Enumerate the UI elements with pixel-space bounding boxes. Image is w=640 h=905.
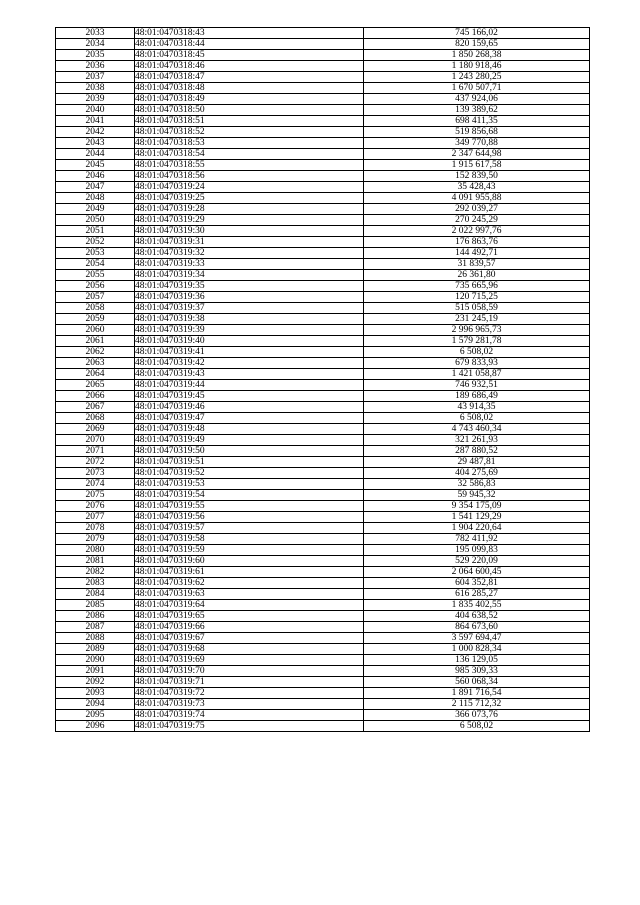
cadastral-number-cell: 48:01:0470319:56 [135,512,364,523]
row-number-cell: 2049 [56,204,135,215]
row-number-cell: 2046 [56,171,135,182]
cadastral-value-cell: 287 880,52 [364,446,590,457]
table-row [56,523,590,534]
table-row [56,666,590,677]
cadastral-value-cell: 2 022 997,76 [364,226,590,237]
table-row [56,622,590,633]
row-number-cell: 2081 [56,556,135,567]
row-number-cell: 2045 [56,160,135,171]
cadastral-value-cell: 31 839,57 [364,259,590,270]
row-number-cell: 2042 [56,127,135,138]
table-row [56,600,590,611]
row-number-cell: 2091 [56,666,135,677]
row-number-cell: 2068 [56,413,135,424]
table-row [56,501,590,512]
cadastral-number-cell: 48:01:0470319:51 [135,457,364,468]
row-number-cell: 2065 [56,380,135,391]
table-row [56,292,590,303]
row-number-cell: 2072 [56,457,135,468]
row-number-cell: 2079 [56,534,135,545]
row-number-cell: 2090 [56,655,135,666]
table-row [56,457,590,468]
row-number-cell: 2044 [56,149,135,160]
cadastral-number-cell: 48:01:0470319:31 [135,237,364,248]
cadastral-value-cell: 32 586,83 [364,479,590,490]
cadastral-number-cell: 48:01:0470318:43 [135,28,364,39]
table-row [56,556,590,567]
cadastral-value-cell: 3 597 694,47 [364,633,590,644]
cadastral-value-cell: 6 508,02 [364,413,590,424]
row-number-cell: 2053 [56,248,135,259]
table-row [56,160,590,171]
cadastral-value-cell: 321 261,93 [364,435,590,446]
cadastral-number-cell: 48:01:0470318:47 [135,72,364,83]
table-row [56,435,590,446]
table-row [56,567,590,578]
cadastral-number-cell: 48:01:0470319:64 [135,600,364,611]
table-row [56,204,590,215]
cadastral-number-cell: 48:01:0470319:49 [135,435,364,446]
cadastral-number-cell: 48:01:0470319:70 [135,666,364,677]
row-number-cell: 2038 [56,83,135,94]
cadastral-value-cell: 1 891 716,54 [364,688,590,699]
table-row [56,28,590,39]
table-row [56,182,590,193]
cadastral-number-cell: 48:01:0470318:46 [135,61,364,72]
table-row [56,611,590,622]
row-number-cell: 2082 [56,567,135,578]
cadastral-number-cell: 48:01:0470319:34 [135,270,364,281]
cadastral-value-cell: 820 159,65 [364,39,590,50]
cadastral-value-cell: 746 932,51 [364,380,590,391]
table-row [56,303,590,314]
table-row [56,347,590,358]
table-row [56,325,590,336]
table-row [56,50,590,61]
cadastral-value-cell: 1 850 268,38 [364,50,590,61]
row-number-cell: 2052 [56,237,135,248]
row-number-cell: 2085 [56,600,135,611]
table-row [56,105,590,116]
cadastral-number-cell: 48:01:0470319:66 [135,622,364,633]
cadastral-number-cell: 48:01:0470319:63 [135,589,364,600]
cadastral-number-cell: 48:01:0470319:43 [135,369,364,380]
row-number-cell: 2036 [56,61,135,72]
table-row [56,446,590,457]
cadastral-value-cell: 519 856,68 [364,127,590,138]
cadastral-value-cell: 735 665,96 [364,281,590,292]
table-row [56,512,590,523]
table-row [56,314,590,325]
cadastral-number-cell: 48:01:0470318:51 [135,116,364,127]
table-row [56,336,590,347]
row-number-cell: 2058 [56,303,135,314]
table-row [56,589,590,600]
table-row [56,534,590,545]
row-number-cell: 2070 [56,435,135,446]
cadastral-value-cell: 43 914,35 [364,402,590,413]
table-row [56,424,590,435]
cadastral-value-cell: 59 945,32 [364,490,590,501]
cadastral-number-cell: 48:01:0470319:35 [135,281,364,292]
cadastral-number-cell: 48:01:0470318:56 [135,171,364,182]
row-number-cell: 2069 [56,424,135,435]
cadastral-number-cell: 48:01:0470319:57 [135,523,364,534]
row-number-cell: 2064 [56,369,135,380]
cadastral-number-cell: 48:01:0470319:45 [135,391,364,402]
cadastral-value-cell: 366 073,76 [364,710,590,721]
cadastral-value-cell: 349 770,88 [364,138,590,149]
row-number-cell: 2047 [56,182,135,193]
cadastral-number-cell: 48:01:0470319:32 [135,248,364,259]
table-row [56,633,590,644]
cadastral-number-cell: 48:01:0470318:53 [135,138,364,149]
cadastral-number-cell: 48:01:0470319:39 [135,325,364,336]
cadastral-number-cell: 48:01:0470318:55 [135,160,364,171]
cadastral-value-cell: 270 245,29 [364,215,590,226]
cadastral-value-cell: 35 428,43 [364,182,590,193]
cadastral-value-cell: 144 492,71 [364,248,590,259]
row-number-cell: 2095 [56,710,135,721]
table-row [56,380,590,391]
table-row [56,193,590,204]
table-row [56,721,590,732]
table-row [56,699,590,710]
row-number-cell: 2096 [56,721,135,732]
cadastral-number-cell: 48:01:0470319:29 [135,215,364,226]
cadastral-number-cell: 48:01:0470319:50 [135,446,364,457]
cadastral-value-cell: 2 347 644,98 [364,149,590,160]
row-number-cell: 2063 [56,358,135,369]
table-row [56,677,590,688]
table-row [56,644,590,655]
cadastral-value-cell: 139 389,62 [364,105,590,116]
table-body [56,28,590,732]
cadastral-value-cell: 529 220,09 [364,556,590,567]
cadastral-number-cell: 48:01:0470319:44 [135,380,364,391]
cadastral-value-cell: 292 039,27 [364,204,590,215]
cadastral-value-cell: 560 068,34 [364,677,590,688]
table-row [56,127,590,138]
row-number-cell: 2084 [56,589,135,600]
cadastral-number-cell: 48:01:0470319:55 [135,501,364,512]
cadastral-value-cell: 404 638,52 [364,611,590,622]
table-row [56,215,590,226]
cadastral-value-cell: 782 411,92 [364,534,590,545]
table-row [56,270,590,281]
cadastral-value-cell: 1 835 402,55 [364,600,590,611]
cadastral-value-cell: 6 508,02 [364,721,590,732]
row-number-cell: 2094 [56,699,135,710]
cadastral-value-cell: 698 411,35 [364,116,590,127]
row-number-cell: 2055 [56,270,135,281]
row-number-cell: 2048 [56,193,135,204]
cadastral-number-cell: 48:01:0470318:45 [135,50,364,61]
cadastral-number-cell: 48:01:0470319:74 [135,710,364,721]
table-row [56,149,590,160]
table-row [56,710,590,721]
row-number-cell: 2050 [56,215,135,226]
row-number-cell: 2039 [56,94,135,105]
table-row [56,688,590,699]
cadastral-value-cell: 616 285,27 [364,589,590,600]
cadastral-number-cell: 48:01:0470319:65 [135,611,364,622]
row-number-cell: 2088 [56,633,135,644]
row-number-cell: 2087 [56,622,135,633]
cadastral-number-cell: 48:01:0470318:44 [135,39,364,50]
cadastral-value-cell: 26 361,80 [364,270,590,281]
row-number-cell: 2059 [56,314,135,325]
row-number-cell: 2078 [56,523,135,534]
row-number-cell: 2057 [56,292,135,303]
cadastral-value-cell: 2 115 712,32 [364,699,590,710]
table-row [56,171,590,182]
cadastral-number-cell: 48:01:0470318:49 [135,94,364,105]
row-number-cell: 2074 [56,479,135,490]
cadastral-value-cell: 152 839,50 [364,171,590,182]
cadastral-value-cell: 1 670 507,71 [364,83,590,94]
cadastral-number-cell: 48:01:0470319:72 [135,688,364,699]
row-number-cell: 2066 [56,391,135,402]
cadastral-number-cell: 48:01:0470319:42 [135,358,364,369]
row-number-cell: 2083 [56,578,135,589]
cadastral-value-table [55,27,590,732]
table-row [56,578,590,589]
row-number-cell: 2077 [56,512,135,523]
cadastral-number-cell: 48:01:0470319:46 [135,402,364,413]
cadastral-number-cell: 48:01:0470319:37 [135,303,364,314]
table-row [56,402,590,413]
row-number-cell: 2037 [56,72,135,83]
cadastral-number-cell: 48:01:0470319:69 [135,655,364,666]
cadastral-number-cell: 48:01:0470319:58 [135,534,364,545]
table-row [56,358,590,369]
cadastral-number-cell: 48:01:0470319:59 [135,545,364,556]
table-row [56,237,590,248]
row-number-cell: 2086 [56,611,135,622]
row-number-cell: 2061 [56,336,135,347]
row-number-cell: 2034 [56,39,135,50]
row-number-cell: 2067 [56,402,135,413]
table-row [56,116,590,127]
cadastral-number-cell: 48:01:0470319:41 [135,347,364,358]
cadastral-number-cell: 48:01:0470319:68 [135,644,364,655]
cadastral-number-cell: 48:01:0470319:61 [135,567,364,578]
cadastral-number-cell: 48:01:0470318:48 [135,83,364,94]
cadastral-value-cell: 864 673,60 [364,622,590,633]
table-row [56,72,590,83]
table-row [56,391,590,402]
cadastral-value-cell: 2 996 965,73 [364,325,590,336]
cadastral-value-cell: 195 099,83 [364,545,590,556]
row-number-cell: 2062 [56,347,135,358]
cadastral-number-cell: 48:01:0470319:75 [135,721,364,732]
table-row [56,545,590,556]
cadastral-number-cell: 48:01:0470319:25 [135,193,364,204]
cadastral-value-cell: 515 058,59 [364,303,590,314]
cadastral-number-cell: 48:01:0470319:62 [135,578,364,589]
table-row [56,281,590,292]
cadastral-number-cell: 48:01:0470319:67 [135,633,364,644]
cadastral-value-cell: 437 924,06 [364,94,590,105]
cadastral-value-cell: 1 915 617,58 [364,160,590,171]
cadastral-value-cell: 2 064 600,45 [364,567,590,578]
table-row [56,94,590,105]
cadastral-value-cell: 404 275,69 [364,468,590,479]
row-number-cell: 2071 [56,446,135,457]
cadastral-value-cell: 29 487,81 [364,457,590,468]
cadastral-value-cell: 136 129,05 [364,655,590,666]
cadastral-value-cell: 120 715,25 [364,292,590,303]
cadastral-value-cell: 1 579 281,78 [364,336,590,347]
table-row [56,138,590,149]
row-number-cell: 2056 [56,281,135,292]
cadastral-value-cell: 1 421 058,87 [364,369,590,380]
cadastral-value-cell: 604 352,81 [364,578,590,589]
cadastral-number-cell: 48:01:0470319:47 [135,413,364,424]
row-number-cell: 2043 [56,138,135,149]
row-number-cell: 2089 [56,644,135,655]
cadastral-number-cell: 48:01:0470319:33 [135,259,364,270]
cadastral-number-cell: 48:01:0470318:52 [135,127,364,138]
cadastral-value-cell: 9 354 175,09 [364,501,590,512]
cadastral-value-cell: 1 180 918,46 [364,61,590,72]
cadastral-number-cell: 48:01:0470319:48 [135,424,364,435]
cadastral-value-cell: 231 245,19 [364,314,590,325]
cadastral-value-cell: 1 541 129,29 [364,512,590,523]
row-number-cell: 2035 [56,50,135,61]
cadastral-number-cell: 48:01:0470319:40 [135,336,364,347]
cadastral-value-cell: 1 000 828,34 [364,644,590,655]
cadastral-number-cell: 48:01:0470319:71 [135,677,364,688]
table-row [56,655,590,666]
cadastral-number-cell: 48:01:0470319:36 [135,292,364,303]
cadastral-number-cell: 48:01:0470319:60 [135,556,364,567]
table-row [56,468,590,479]
cadastral-number-cell: 48:01:0470319:38 [135,314,364,325]
cadastral-number-cell: 48:01:0470319:54 [135,490,364,501]
cadastral-number-cell: 48:01:0470318:54 [135,149,364,160]
cadastral-value-cell: 1 904 220,64 [364,523,590,534]
table-row [56,226,590,237]
row-number-cell: 2075 [56,490,135,501]
cadastral-value-cell: 176 863,76 [364,237,590,248]
cadastral-number-cell: 48:01:0470319:28 [135,204,364,215]
table-row [56,259,590,270]
row-number-cell: 2041 [56,116,135,127]
cadastral-value-cell: 189 686,49 [364,391,590,402]
table-row [56,490,590,501]
cadastral-value-cell: 1 243 280,25 [364,72,590,83]
row-number-cell: 2054 [56,259,135,270]
cadastral-value-cell: 985 309,33 [364,666,590,677]
cadastral-value-cell: 745 166,02 [364,28,590,39]
cadastral-number-cell: 48:01:0470319:53 [135,479,364,490]
cadastral-value-cell: 4 091 955,88 [364,193,590,204]
cadastral-number-cell: 48:01:0470319:52 [135,468,364,479]
table-row [56,369,590,380]
table-row [56,61,590,72]
table-row [56,39,590,50]
table-row [56,83,590,94]
table-row [56,479,590,490]
row-number-cell: 2033 [56,28,135,39]
row-number-cell: 2080 [56,545,135,556]
row-number-cell: 2073 [56,468,135,479]
row-number-cell: 2093 [56,688,135,699]
row-number-cell: 2040 [56,105,135,116]
table-row [56,413,590,424]
cadastral-number-cell: 48:01:0470319:73 [135,699,364,710]
row-number-cell: 2051 [56,226,135,237]
cadastral-value-cell: 6 508,02 [364,347,590,358]
row-number-cell: 2060 [56,325,135,336]
cadastral-value-cell: 679 833,93 [364,358,590,369]
cadastral-value-cell: 4 743 460,34 [364,424,590,435]
row-number-cell: 2076 [56,501,135,512]
cadastral-number-cell: 48:01:0470319:30 [135,226,364,237]
cadastral-number-cell: 48:01:0470319:24 [135,182,364,193]
row-number-cell: 2092 [56,677,135,688]
cadastral-number-cell: 48:01:0470318:50 [135,105,364,116]
table-row [56,248,590,259]
